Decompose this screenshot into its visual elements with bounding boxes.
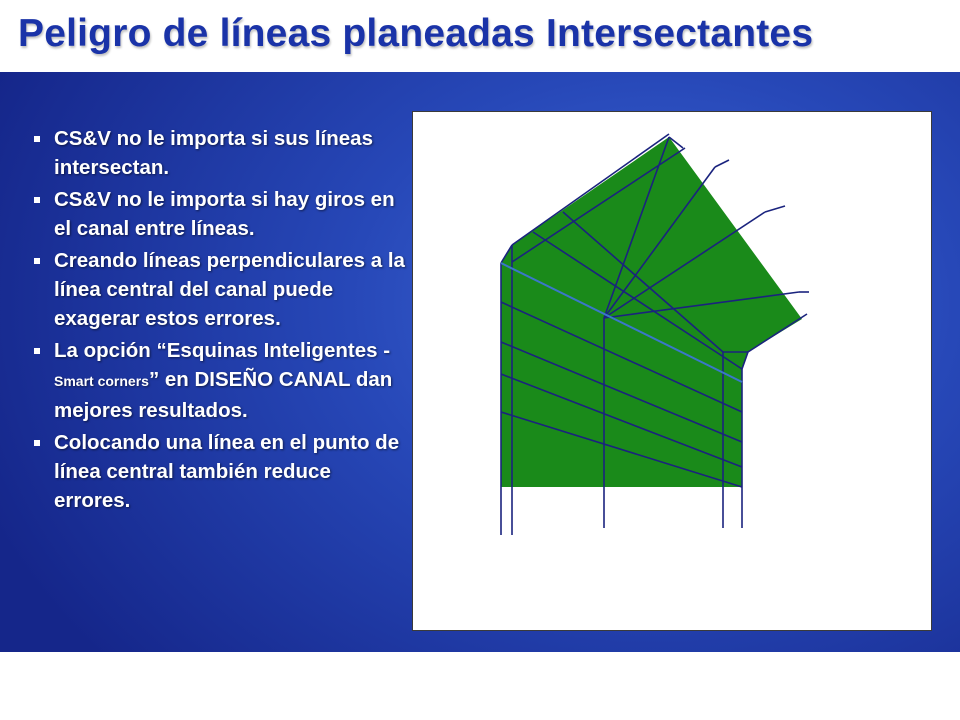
bullet-list (34, 124, 409, 518)
bullet-text: Creando líneas perpendiculares a la línea central del canal puede exagerar estos errores. (54, 249, 405, 330)
square-bullet-icon (34, 348, 40, 354)
bullet-item (34, 124, 409, 182)
bullet-item (34, 185, 409, 243)
slide-title: Peligro de líneas planeadas Intersectantes (18, 12, 814, 55)
bullet-text: CS&V no le importa si hay giros en el canal entre líneas. (54, 188, 395, 240)
square-bullet-icon (34, 136, 40, 142)
square-bullet-icon (34, 440, 40, 446)
bullet-text-after: ” en DISEÑO CANAL dan mejores resultados. (54, 368, 393, 422)
channel-diagram (412, 111, 932, 631)
bullet-text-small: Smart corners (54, 373, 149, 389)
bullet-item (34, 428, 409, 515)
extension-line (765, 206, 785, 212)
bullet-item (34, 246, 409, 333)
bullet-text: Colocando una línea en el punto de línea central también reduce errores. (54, 431, 400, 512)
bullet-text: CS&V no le importa si sus líneas intersectan. (54, 127, 373, 179)
bullet-item (34, 336, 409, 425)
square-bullet-icon (34, 258, 40, 264)
extension-line (715, 160, 729, 167)
channel-diagram-svg (413, 112, 933, 632)
square-bullet-icon (34, 197, 40, 203)
bullet-text-before: La opción “Esquinas Inteligentes - (54, 339, 391, 362)
